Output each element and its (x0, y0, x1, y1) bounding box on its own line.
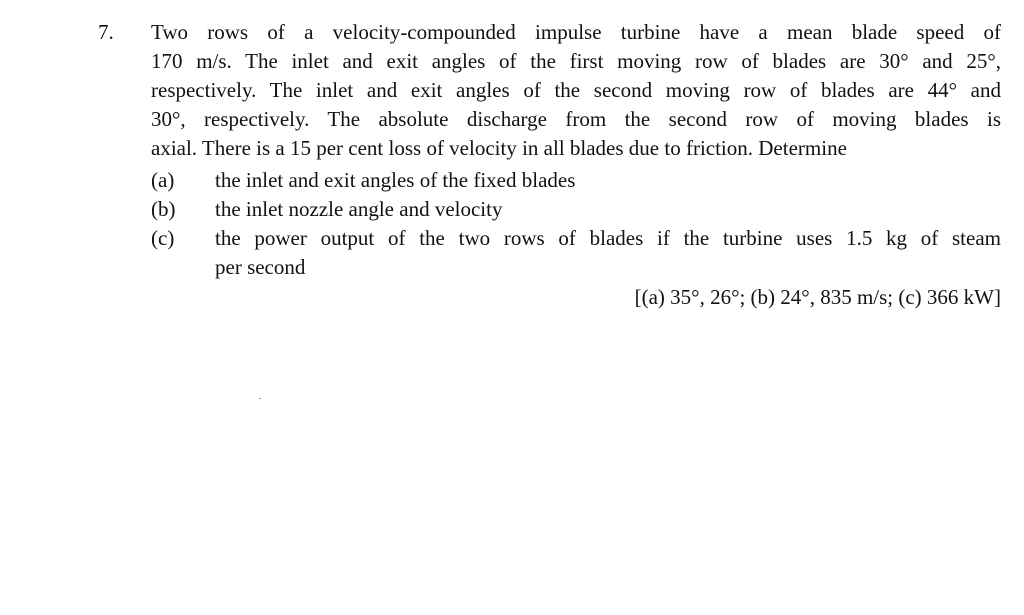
stem-line: axial. There is a 15 per cent loss of velocity in all blades due to friction. Determine (151, 136, 847, 160)
stem-line: respectively. The inlet and exit angles of the second moving row of blades are 44° and (151, 78, 1001, 102)
part-line: the inlet and exit angles of the fixed blades (215, 168, 576, 192)
part-text (215, 195, 1001, 224)
part-line: the inlet nozzle angle and velocity (215, 197, 503, 221)
part-label: (c) (151, 226, 175, 250)
question-parts (151, 166, 1001, 282)
part-line: per second (215, 255, 306, 279)
part-a (151, 166, 1001, 195)
part-line: the power output of the two rows of blades if the turbine uses 1.5 kg of steam (215, 226, 1001, 250)
stem-line: 170 m/s. The inlet and exit angles of the first moving row of blades are 30° and 25°, (151, 49, 1001, 73)
part-text (215, 166, 1001, 195)
stem-line: 30°, respectively. The absolute discharge from the second row of moving blades is (151, 107, 1001, 131)
part-b (151, 195, 1001, 224)
answer-key: [(a) 35°, 26°; (b) 24°, 835 m/s; (c) 366 kW] (634, 285, 1001, 309)
stem-line: Two rows of a velocity-compounded impulse turbine have a mean blade speed of (151, 20, 1001, 44)
part-c (151, 224, 1001, 282)
part-label: (a) (151, 168, 175, 192)
question-stem (151, 18, 1001, 163)
scan-speck (259, 398, 261, 399)
part-label: (b) (151, 197, 176, 221)
part-text (215, 224, 1001, 282)
question-number: 7. (98, 20, 114, 44)
